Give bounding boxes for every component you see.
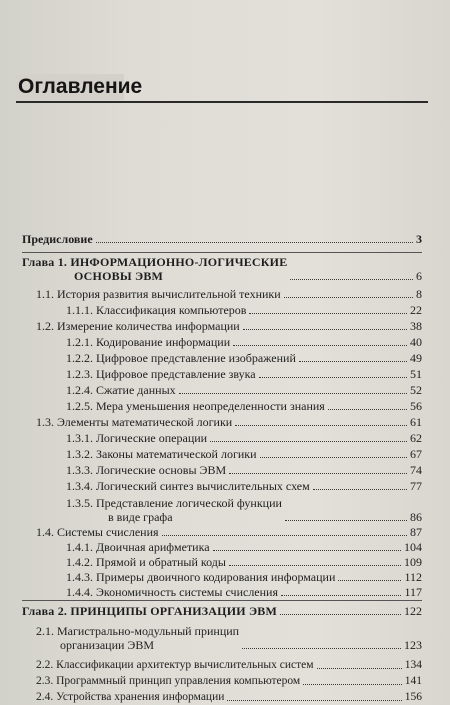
entry-page: 87 [410,525,422,539]
leader-dots [338,580,401,581]
leader-dots [96,242,413,243]
entry-title: 1.2.5. Мера уменьшения неопределенности знания [66,399,325,413]
entry-page: 74 [410,463,422,477]
entry-page: 6 [416,269,422,283]
leader-dots [235,425,407,426]
toc-entry-1-4-1[interactable] [66,540,422,554]
entry-page: 52 [410,383,422,397]
leader-dots [259,377,407,378]
leader-dots [285,520,407,521]
chapter-title-line2: ОСНОВЫ ЭВМ [74,269,164,283]
toc-entry-1-2-5[interactable] [66,399,422,413]
entry-title-line2: организации ЭВМ [60,638,155,652]
entry-page: 40 [410,335,422,349]
entry-title: 1.3.3. Логические основы ЭВМ [66,463,227,477]
leader-dots [260,457,407,458]
toc-entry-2-4[interactable] [36,690,422,704]
leader-dots [299,361,407,362]
entry-page: 104 [404,540,422,554]
entry-title [22,255,287,283]
entry-page: 122 [404,604,422,618]
leader-dots [249,313,407,314]
leader-dots [233,345,407,346]
leader-dots [281,595,401,596]
toc-entry-1-2[interactable] [36,319,422,333]
entry-page: 134 [404,659,422,671]
toc-entry-1-3-4[interactable] [66,479,422,493]
leader-dots [280,614,401,615]
toc-entry-1-3-1[interactable] [66,431,422,445]
leader-dots [284,297,413,298]
toc-entry-1-4-2[interactable] [66,555,422,569]
entry-page: 62 [410,431,422,445]
leader-dots [290,279,413,280]
entry-title: 1.3.2. Законы математической логики [66,447,257,461]
leader-dots [242,648,401,649]
entry-page: 112 [404,570,422,584]
toc-entry-1-4-3[interactable] [66,570,422,584]
entry-title: 1.2.2. Цифровое представление изображений [66,351,296,365]
leader-dots [328,409,407,410]
entry-title: 2.3. Программный принцип управления компьютером [36,675,301,687]
toc-entry-2-2[interactable] [36,658,422,672]
entry-title: 2.2. Классификации архитектур вычислительных систем [36,659,314,671]
leader-dots [229,565,401,566]
entry-title: 1.2.1. Кодирование информации [66,335,231,349]
entry-title-line1: 2.1. Магистрально-модульный принцип [36,624,240,638]
entry-title: 1.3.4. Логический синтез вычислительных схем [66,479,310,493]
entry-title [66,496,282,524]
entry-page: 117 [404,585,422,599]
entry-title: Предисловие [22,232,93,246]
entry-page: 77 [410,479,422,493]
chapter-title: ПРИНЦИПЫ ОРГАНИЗАЦИИ ЭВМ [70,604,278,618]
entry-page: 49 [410,351,422,365]
toc-entry-2-1[interactable] [36,624,422,652]
leader-dots [162,535,407,536]
entry-title: 1.2.4. Сжатие данных [66,383,176,397]
toc-entry-1-4-4[interactable] [66,585,422,599]
entry-title: 2.4. Устройства хранения информации [36,691,225,703]
entry-title: 1.1. История развития вычислительной техники [36,287,281,301]
entry-title: 1.4. Системы счисления [36,525,159,539]
entry-page: 56 [410,399,422,413]
chapter-label: Глава 1. [22,255,68,269]
entry-title-line2: в виде графа [108,510,173,524]
entry-title [36,624,239,652]
leader-dots [210,441,407,442]
entry-page: 38 [410,319,422,333]
toc-entry-1-2-3[interactable] [66,367,422,381]
entry-page: 123 [404,638,422,652]
entry-page: 109 [404,555,422,569]
chapter-divider [22,252,422,253]
toc-heading: Оглавление [18,75,143,98]
leader-dots [303,684,402,685]
chapter-divider [22,600,422,601]
entry-title [22,604,277,618]
toc-entry-1-1[interactable] [36,287,422,301]
toc-entry-chapter-2[interactable] [22,604,422,618]
leader-dots [317,668,402,669]
entry-page: 156 [404,691,422,703]
leader-dots [227,700,401,701]
entry-title: 1.4.1. Двоичная арифметика [66,540,210,554]
entry-title: 1.4.3. Примеры двоичного кодирования информации [66,570,336,584]
toc-entry-1-2-1[interactable] [66,335,422,349]
entry-page: 22 [410,303,422,317]
leader-dots [213,550,401,551]
toc-entry-2-3[interactable] [36,674,422,688]
toc-entry-1-3-2[interactable] [66,447,422,461]
toc-entry-1-3[interactable] [36,415,422,429]
entry-page: 8 [416,287,422,301]
entry-title: 1.2.3. Цифровое представление звука [66,367,256,381]
entry-title: 1.4.2. Прямой и обратный коды [66,555,226,569]
entry-page: 141 [404,675,422,687]
toc-entry-1-3-3[interactable] [66,463,422,477]
entry-title: 1.3. Элементы математической логики [36,415,233,429]
entry-title-line1: 1.3.5. Представление логической функции [66,496,282,510]
entry-page: 67 [410,447,422,461]
leader-dots [313,489,407,490]
chapter-label: Глава 2. [22,604,68,618]
toc-entry-preface[interactable] [22,232,422,246]
entry-page: 51 [410,367,422,381]
toc-entry-1-1-1[interactable] [66,303,422,317]
toc-entry-1-4[interactable] [36,525,422,539]
entry-title: 1.1.1. Классификация компьютеров [66,303,247,317]
leader-dots [243,329,407,330]
entry-page: 86 [410,510,422,524]
entry-page: 61 [410,415,422,429]
leader-dots [229,473,407,474]
entry-title: 1.4.4. Экономичность системы счисления [66,585,278,599]
toc-entry-1-3-5[interactable] [66,496,422,524]
toc-entry-1-2-2[interactable] [66,351,422,365]
toc-entry-1-2-4[interactable] [66,383,422,397]
entry-title: 1.2. Измерение количества информации [36,319,240,333]
leader-dots [179,393,407,394]
entry-page: 3 [416,232,422,246]
chapter-title-line1: ИНФОРМАЦИОННО-ЛОГИЧЕСКИЕ [70,255,288,269]
entry-title: 1.3.1. Логические операции [66,431,208,445]
toc-entry-chapter-1[interactable] [22,255,422,283]
